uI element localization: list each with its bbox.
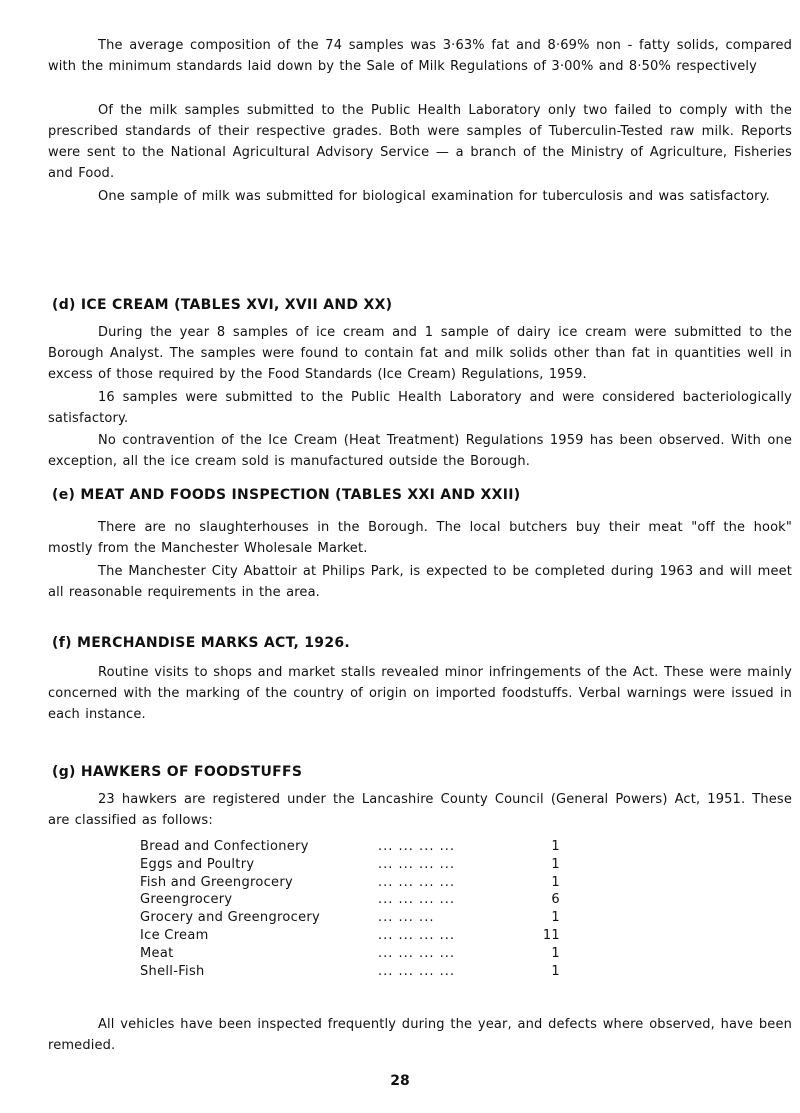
leader-dots: ... ... ... ...: [378, 963, 455, 979]
list-item: [140, 927, 560, 945]
list-item: [140, 891, 560, 909]
list-item-count: 1: [551, 839, 560, 854]
ice-cream-paragraph-2: 16 samples were submitted to the Public Health Laboratory and were considered bacteriologically satisfactory.: [48, 390, 792, 426]
leader-dots: ... ... ... ...: [378, 945, 455, 961]
list-item-label: Eggs and Poultry: [140, 856, 255, 872]
ice-cream-paragraph-3: No contravention of the Ice Cream (Heat Treatment) Regulations 1959 has been observed. With one exception, all the ice cream sold is manufactured outside the Borough.: [48, 433, 792, 469]
list-item-label: Meat: [140, 945, 174, 961]
list-item-count: 1: [551, 856, 560, 872]
hawkers-heading: (g) HAWKERS OF FOODSTUFFS: [52, 764, 303, 780]
ice-cream-heading: (d) ICE CREAM (TABLES XVI, XVII AND XX): [52, 297, 393, 313]
meat-paragraph-1: There are no slaughterhouses in the Borough. The local butchers buy their meat "off the hook" mostly from the Manchester Wholesale Market.: [48, 520, 792, 556]
leader-dots: ... ... ... ...: [378, 892, 455, 908]
milk-lab-paragraph: Of the milk samples submitted to the Public Health Laboratory only two failed to comply with the prescribed standards of their respective grades. Both were samples of Tuberculin-Tested raw milk. Reports were sent to the National Agricultural Advisory Service — a branch of the Ministry of Agriculture, Fisheries and Food.: [48, 103, 792, 181]
list-item: [140, 909, 560, 927]
list-item-label: Shell-Fish: [140, 963, 205, 979]
milk-composition-paragraph: The average composition of the 74 samples was 3·63% fat and 8·69% non - fatty solids, compared with the minimum standards laid down by the Sale of Milk Regulations of 3·00% and 8·50% respectively: [48, 38, 792, 74]
page-number: 28: [390, 1073, 410, 1089]
meat-heading: (e) MEAT AND FOODS INSPECTION (TABLES XXI AND XXII): [52, 487, 521, 503]
list-item: [140, 945, 560, 963]
list-item-label: Fish and Greengrocery: [140, 874, 293, 890]
merchandise-heading: (f) MERCHANDISE MARKS ACT, 1926.: [52, 635, 351, 651]
leader-dots: ... ... ...: [378, 910, 435, 926]
list-item-count: 1: [551, 963, 560, 979]
list-item-count: 1: [551, 945, 560, 961]
hawkers-paragraph-2: All vehicles have been inspected frequently during the year, and defects where observed, have been remedied.: [48, 1017, 792, 1053]
merchandise-paragraph: Routine visits to shops and market stalls revealed minor infringements of the Act. These were mainly concerned with the marking of the country of origin on imported foodstuffs. Verbal warnings were issued in each instance.: [48, 665, 792, 722]
list-item-label: Grocery and Greengrocery: [140, 910, 321, 926]
list-item-count: 1: [551, 874, 560, 890]
meat-paragraph-2: The Manchester City Abattoir at Philips Park, is expected to be completed during 1963 and will meet all reasonable requirements in the area.: [48, 564, 792, 600]
list-item: [140, 856, 560, 874]
leader-dots: ... ... ... ...: [378, 927, 455, 943]
hawkers-paragraph-1: 23 hawkers are registered under the Lancashire County Council (General Powers) Act, 1951. These are classified as follows:: [48, 792, 792, 828]
list-item-count: 6: [551, 892, 560, 908]
leader-dots: ... ... ... ...: [378, 839, 455, 854]
list-item-count: 1: [551, 910, 560, 926]
list-item-label: Ice Cream: [140, 927, 209, 943]
hawkers-classification-list: [140, 838, 560, 980]
list-item-count: 11: [542, 927, 560, 943]
list-item-label: Bread and Confectionery: [140, 839, 309, 854]
milk-bio-paragraph: One sample of milk was submitted for biological examination for tuberculosis and was satisfactory.: [98, 189, 770, 204]
list-item: [140, 838, 560, 856]
list-item: [140, 874, 560, 892]
leader-dots: ... ... ... ...: [378, 856, 455, 872]
leader-dots: ... ... ... ...: [378, 874, 455, 890]
list-item-label: Greengrocery: [140, 892, 233, 908]
ice-cream-paragraph-1: During the year 8 samples of ice cream and 1 sample of dairy ice cream were submitted to the Borough Analyst. The samples were found to contain fat and milk solids other than fat in quantities well in excess of those required by the Food Standards (Ice Cream) Regulations, 1959.: [48, 325, 792, 382]
list-item: [140, 963, 560, 981]
